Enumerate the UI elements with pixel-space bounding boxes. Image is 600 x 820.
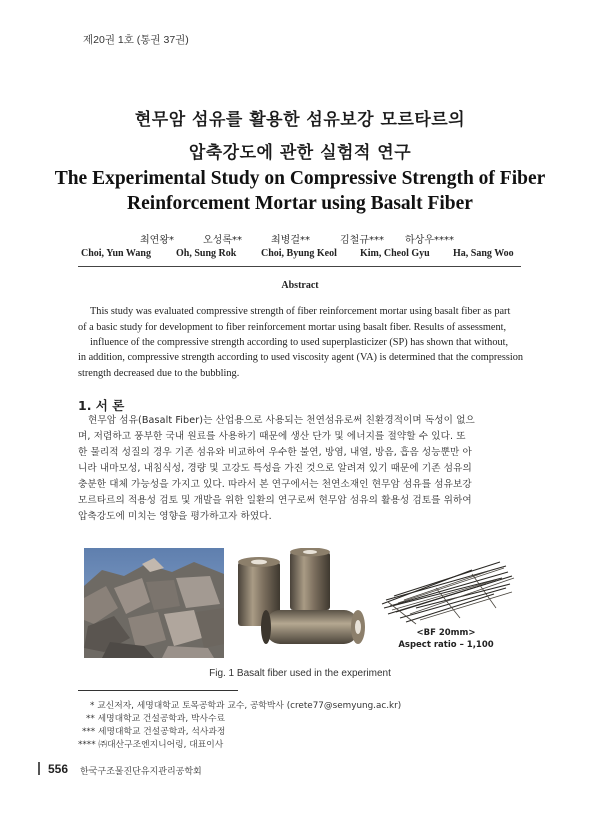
author-divider-rule [78,266,521,267]
author-1-korean: 최연왕* [140,235,174,246]
basalt-fiber-spools-photo [232,548,368,658]
figure-caption: Fig. 1 Basalt fiber used in the experiment [209,668,391,679]
body-line-4: 니라 내마모성, 내침식성, 경량 및 고강도 특성을 가진 것으로 알려져 있기 때문에 기존 섬유의 [78,463,472,474]
footer-bar [38,762,40,775]
aspect-ratio-label: Aspect ratio – 1,100 [398,640,494,650]
journal-issue-header: 제20권 1호 (통권 37권) [83,34,189,46]
body-line-2: 며, 저렴하고 풍부한 국내 원료를 사용하기 때문에 생산 단가 및 에너지를 절약할 수 있다. 또 [78,431,466,442]
abstract-heading: Abstract [281,280,319,291]
abstract-line-5: strength decreased due to the bubbling. [78,368,240,379]
body-line-5: 충분한 대체 가능성을 가지고 있다. 따라서 본 연구에서는 천연소재인 현무암 섬유를 섬유보강 [78,479,472,490]
body-line-1: 현무암 섬유(Basalt Fiber)는 산업용으로 사용되는 천연섬유로써 친환경적이며 독성이 없으 [88,415,475,426]
korean-title-line-1: 현무암 섬유를 활용한 섬유보강 모르타르의 [134,110,466,130]
section-heading-introduction: 1. 서 론 [78,398,125,413]
body-line-7: 압축강도에 미치는 영향을 평가하고자 하였다. [78,511,272,522]
journal-name: 한국구조물진단유지관리공학회 [80,767,202,777]
author-2-korean: 오성록** [203,235,242,246]
korean-title-line-2: 압축강도에 관한 실험적 연구 [188,143,412,163]
abstract-line-2: of a basic study for development to fiber reinforcement mortar using basalt fiber. Results of assessment, [78,322,507,333]
abstract-line-4: in addition, compressive strength according to used viscosity agent (VA) is determined that the compression [78,352,524,363]
author-4-english: Kim, Cheol Gyu [360,248,430,259]
fiber-length-label: <BF 20mm> [416,628,476,638]
abstract-line-1: This study was evaluated compressive strength of fiber reinforcement mortar using basalt fiber as part [90,306,511,317]
author-2-english: Oh, Sung Rok [176,248,237,259]
body-line-3: 한 물리적 성질의 경우 기존 섬유와 비교하여 우수한 불연, 방염, 내열, 방음, 흡음 성능뿐만 아 [78,447,472,458]
chopped-basalt-fiber-photo [376,548,516,634]
english-title-line-2: Reinforcement Mortar using Basalt Fiber [127,193,473,214]
body-line-6: 모르타르의 적용성 검토 및 개발을 위한 일환의 연구로써 현무암 섬유의 활용성 검토를 위하여 [78,495,472,506]
footnote-1: * 교신저자, 세명대학교 토목공학과 교수, 공학박사 (crete77@semyung.ac.kr) [90,701,402,711]
author-1-english: Choi, Yun Wang [81,248,151,259]
page-number: 556 [48,762,69,776]
footnote-3: *** 세명대학교 건설공학과, 석사과정 [82,727,226,737]
author-5-english: Ha, Sang Woo [453,248,514,259]
footnote-2: ** 세명대학교 건설공학과, 박사수료 [86,714,225,724]
author-5-korean: 하상우**** [405,235,454,246]
footnote-rule [78,690,238,691]
abstract-line-3: influence of the compressive strength according to used superplasticizer (SP) has shown that without, [90,337,509,348]
english-title-line-1: The Experimental Study on Compressive Strength of Fiber [54,168,546,189]
author-3-korean: 최병걸** [271,235,310,246]
author-3-english: Choi, Byung Keol [261,248,337,259]
footnote-4: **** ㈜대산구조엔지니어링, 대표이사 [78,740,224,750]
author-4-korean: 김철규*** [340,235,384,246]
basalt-rock-photo [84,548,224,658]
